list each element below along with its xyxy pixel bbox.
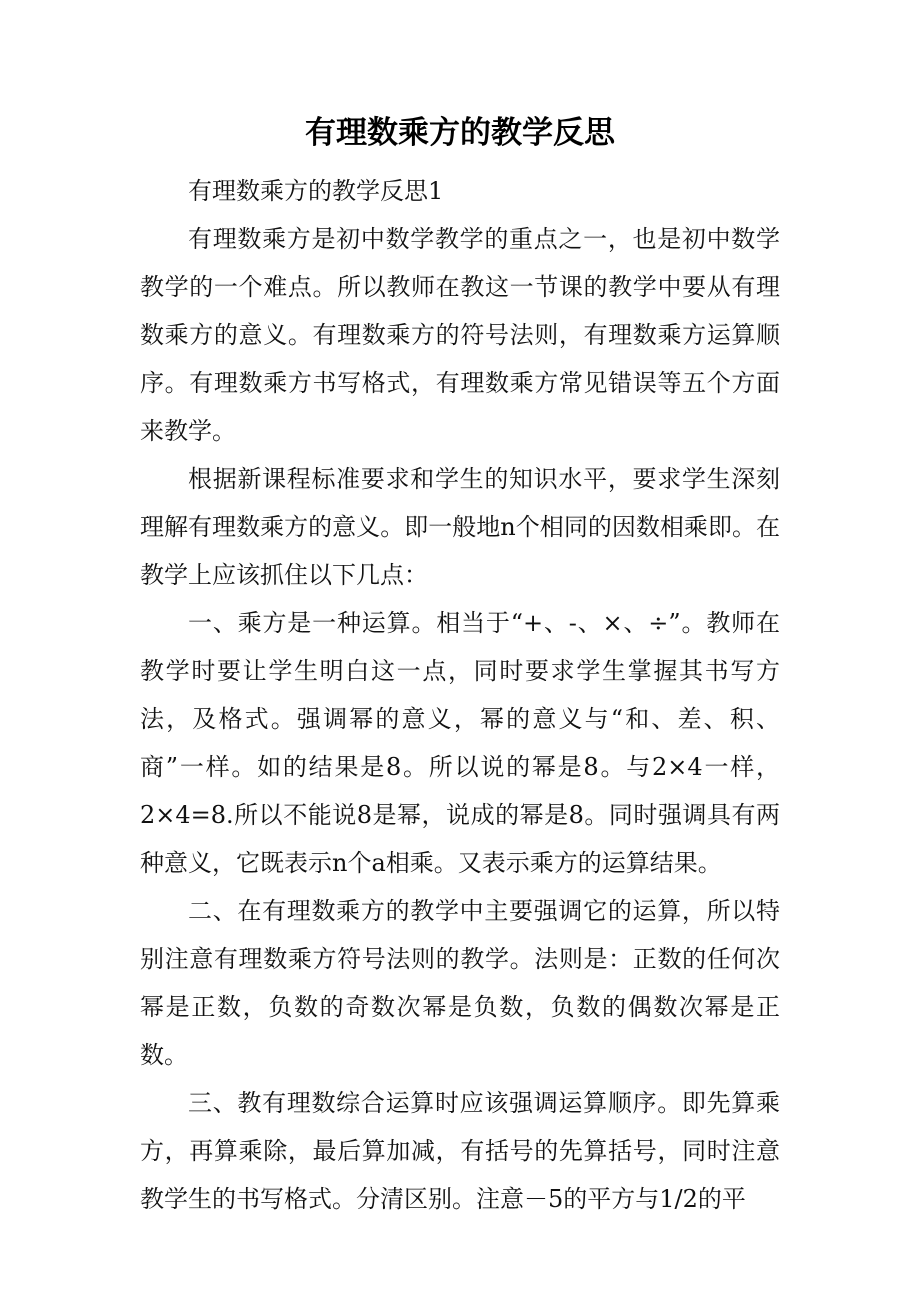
paragraph-requirements: 根据新课程标准要求和学生的知识水平，要求学生深刻理解有理数乘方的意义。即一般地n个相同的因数相乘即。在教学上应该抓住以下几点： — [140, 465, 780, 589]
section-heading: 有理数乘方的教学反思1 — [188, 177, 444, 205]
paragraph-point-two: 二、在有理数乘方的教学中主要强调它的运算，所以特别注意有理数乘方符号法则的教学。法则是：正数的任何次幂是正数，负数的奇数次幂是负数，负数的偶数次幂是正数。 — [140, 897, 780, 1069]
document-title: 有理数乘方的教学反思 — [305, 115, 615, 151]
paragraph-point-one: 一、乘方是一种运算。相当于“+、-、×、÷”。教师在教学时要让学生明白这一点，同时要求学生掌握其书写方法，及格式。强调幂的意义，幂的意义与“和、差、积、商”一样。如的结果是8。所以说的幂是8。与2×4一样，2×4=8.所以不能说8是幂，说成的幂是8。同时强调具有两种意义，它既表示n个a相乘。又表示乘方的运算结果。 — [140, 609, 780, 877]
paragraph-point-three: 三、教有理数综合运算时应该强调运算顺序。即先算乘方，再算乘除，最后算加减，有括号的先算括号，同时注意教学生的书写格式。分清区别。注意－5的平方与1/2的平 — [140, 1089, 780, 1213]
paragraph-intro: 有理数乘方是初中数学教学的重点之一，也是初中数学教学的一个难点。所以教师在教这一节课的教学中要从有理数乘方的意义。有理数乘方的符号法则，有理数乘方运算顺序。有理数乘方书写格式，有理数乘方常见错误等五个方面来教学。 — [140, 225, 780, 445]
document-body — [140, 167, 780, 1223]
